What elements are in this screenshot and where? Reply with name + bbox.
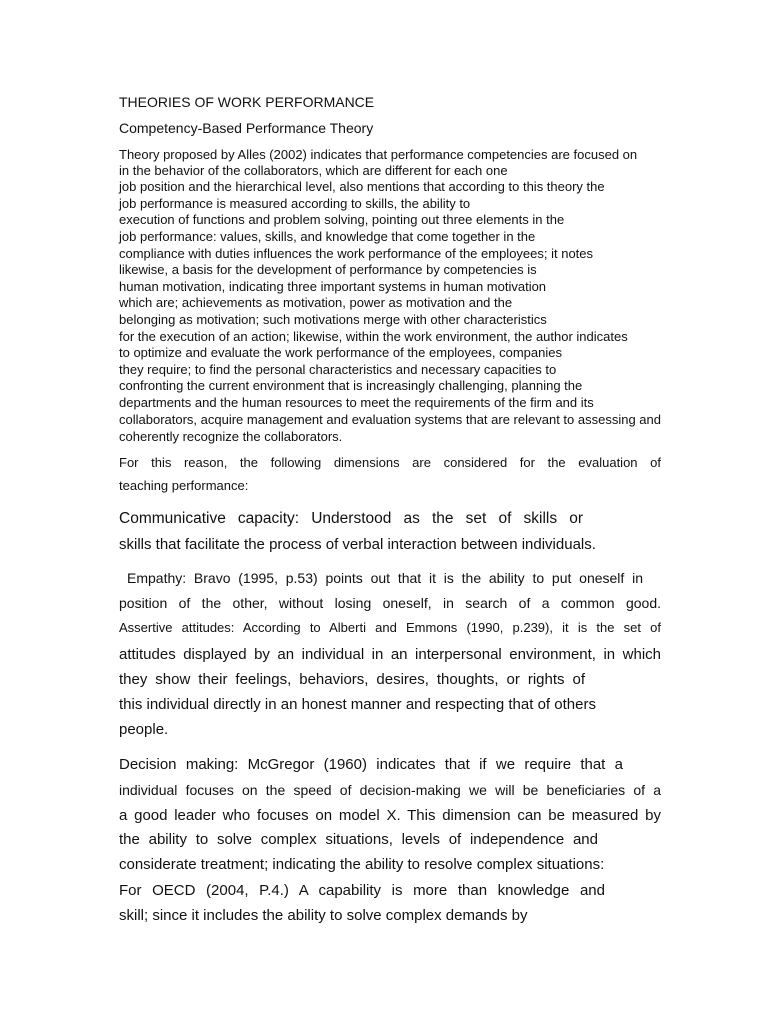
text-line: considerate treatment; indicating the ability to resolve complex situations: (119, 856, 605, 873)
text-line: attitudes displayed by an individual in an interpersonal environment, in which (119, 646, 661, 663)
text-line: compliance with duties influences the work performance of the employees; it notes (119, 246, 594, 261)
text-line: likewise, a basis for the development of performance by competencies is (119, 262, 537, 277)
text-line: individual focuses on the speed of decision-making we will be beneficiaries of a (119, 782, 661, 798)
document-title: THEORIES OF WORK PERFORMANCE (119, 94, 375, 110)
text-line: a good leader who focuses on model X. This dimension can be measured by (119, 807, 661, 824)
text-line: people. (119, 721, 169, 738)
text-line: for the execution of an action; likewise, within the work environment, the author indicates (119, 329, 628, 344)
text-line: in the behavior of the collaborators, which are different for each one (119, 163, 508, 178)
text-line: Communicative capacity: Understood as the set of skills or (119, 510, 583, 527)
text-line: For this reason, the following dimensions are considered for the evaluation of (119, 455, 661, 470)
text-line: human motivation, indicating three important systems in human motivation (119, 279, 547, 294)
text-line: this individual directly in an honest manner and respecting that of others (119, 696, 596, 713)
text-line: job performance is measured according to skills, the ability to (119, 196, 471, 211)
text-line: they require; to find the personal characteristics and necessary capacities to (119, 362, 557, 377)
text-line: skill; since it includes the ability to solve complex demands by (119, 907, 528, 924)
text-line: confronting the current environment that is increasingly challenging, planning the (119, 378, 583, 393)
text-line: teaching performance: (119, 478, 249, 493)
text-line: Empathy: Bravo (1995, p.53) points out that it is the ability to put oneself in (127, 570, 643, 586)
text-line: departments and the human resources to meet the requirements of the firm and its (119, 395, 594, 410)
text-line: belonging as motivation; such motivations merge with other characteristics (119, 312, 547, 327)
text-line: Assertive attitudes: According to Alberti and Emmons (1990, p.239), it is the set of (119, 620, 661, 635)
text-line: position of the other, without losing oneself, in search of a common good. (119, 595, 661, 611)
text-line: Theory proposed by Alles (2002) indicates that performance competencies are focused on (119, 147, 638, 162)
text-line: job performance: values, skills, and knowledge that come together in the (119, 229, 536, 244)
text-line: collaborators, acquire management and evaluation systems that are relevant to assessing and (119, 412, 661, 427)
text-line: For OECD (2004, P.4.) A capability is more than knowledge and (119, 882, 605, 899)
text-line: to optimize and evaluate the work performance of the employees, companies (119, 345, 562, 360)
text-line: the ability to solve complex situations, levels of independence and (119, 831, 598, 848)
text-line: job position and the hierarchical level, also mentions that according to this theory the (119, 179, 605, 194)
text-line: skills that facilitate the process of verbal interaction between individuals. (119, 536, 596, 553)
text-line: coherently recognize the collaborators. (119, 429, 343, 444)
text-line: Decision making: McGregor (1960) indicates that if we require that a (119, 756, 623, 773)
section-heading: Competency-Based Performance Theory (119, 120, 374, 136)
text-line: which are; achievements as motivation, power as motivation and the (119, 295, 513, 310)
text-line: execution of functions and problem solving, pointing out three elements in the (119, 212, 565, 227)
text-line: they show their feelings, behaviors, desires, thoughts, or rights of (119, 671, 585, 688)
